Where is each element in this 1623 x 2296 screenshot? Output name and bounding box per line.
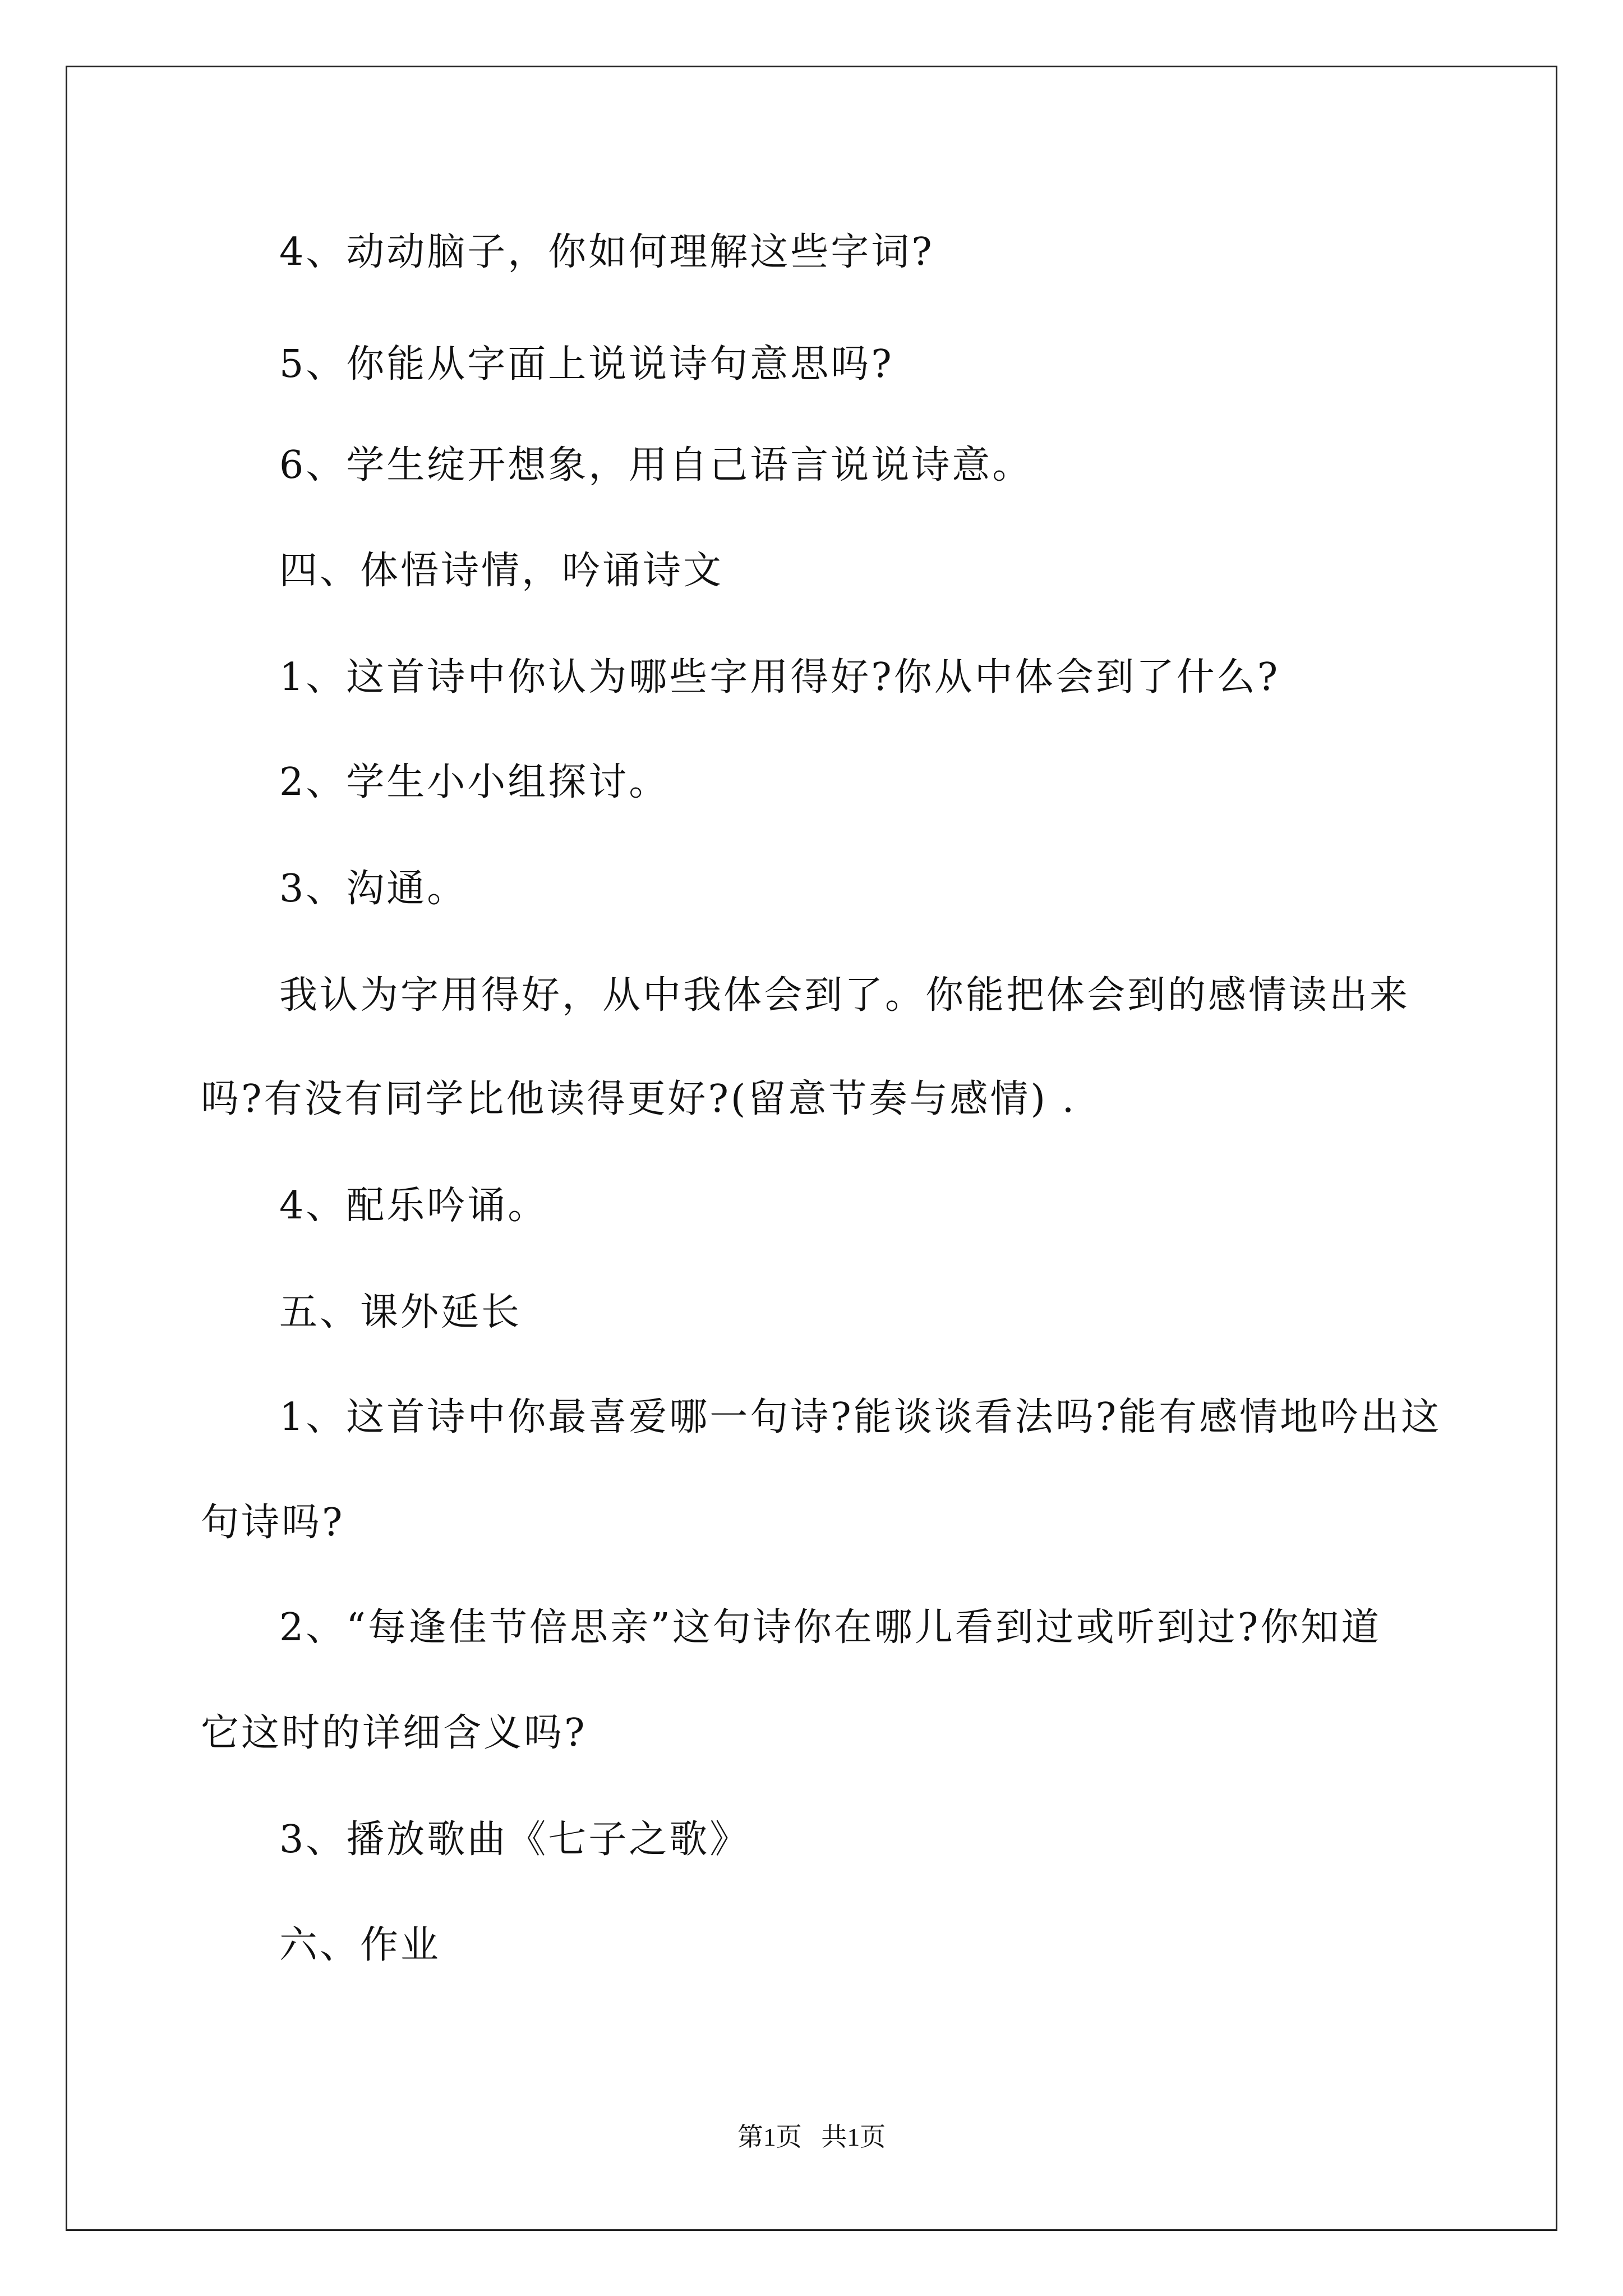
- page-footer: 第1页 共1页: [737, 2123, 886, 2151]
- page-border: [66, 66, 1557, 2231]
- paragraph-line: 3、沟通。: [279, 867, 468, 911]
- paragraph-line: 3、播放歌曲《七子之歌》: [279, 1818, 750, 1862]
- paragraph-line: 5、你能从字面上说说诗句意思吗?: [279, 342, 894, 386]
- paragraph-line: 1、这首诗中你最喜爱哪一句诗?能谈谈看法吗?能有感情地吟出这: [279, 1395, 1442, 1439]
- paragraph-line: 2、学生小小组探讨。: [279, 760, 670, 804]
- paragraph-line: 句诗吗?: [201, 1501, 345, 1545]
- paragraph-line: 2、“每逢佳节倍思亲”这句诗你在哪儿看到过或听到过?你知道: [279, 1605, 1382, 1650]
- paragraph-line: 6、学生绽开想象，用自己语言说说诗意。: [279, 443, 1033, 487]
- paragraph-line: 4、动动脑子，你如何理解这些字词?: [279, 230, 934, 274]
- paragraph-line: 它这时的详细含义吗?: [201, 1711, 587, 1755]
- section-heading: 五、课外延长: [279, 1290, 522, 1335]
- section-heading: 六、作业: [279, 1923, 441, 1967]
- paragraph-line: 4、配乐吟诵。: [279, 1184, 548, 1228]
- paragraph-line: 吗?有没有同学比他读得更好?(留意节奏与感情) .: [201, 1077, 1077, 1121]
- paragraph-line: 1、这首诗中你认为哪些字用得好?你从中体会到了什么?: [279, 655, 1280, 700]
- section-heading: 四、体悟诗情，吟诵诗文: [279, 549, 724, 593]
- paragraph-line: 我认为字用得好，从中我体会到了。你能把体会到的感情读出来: [279, 973, 1410, 1018]
